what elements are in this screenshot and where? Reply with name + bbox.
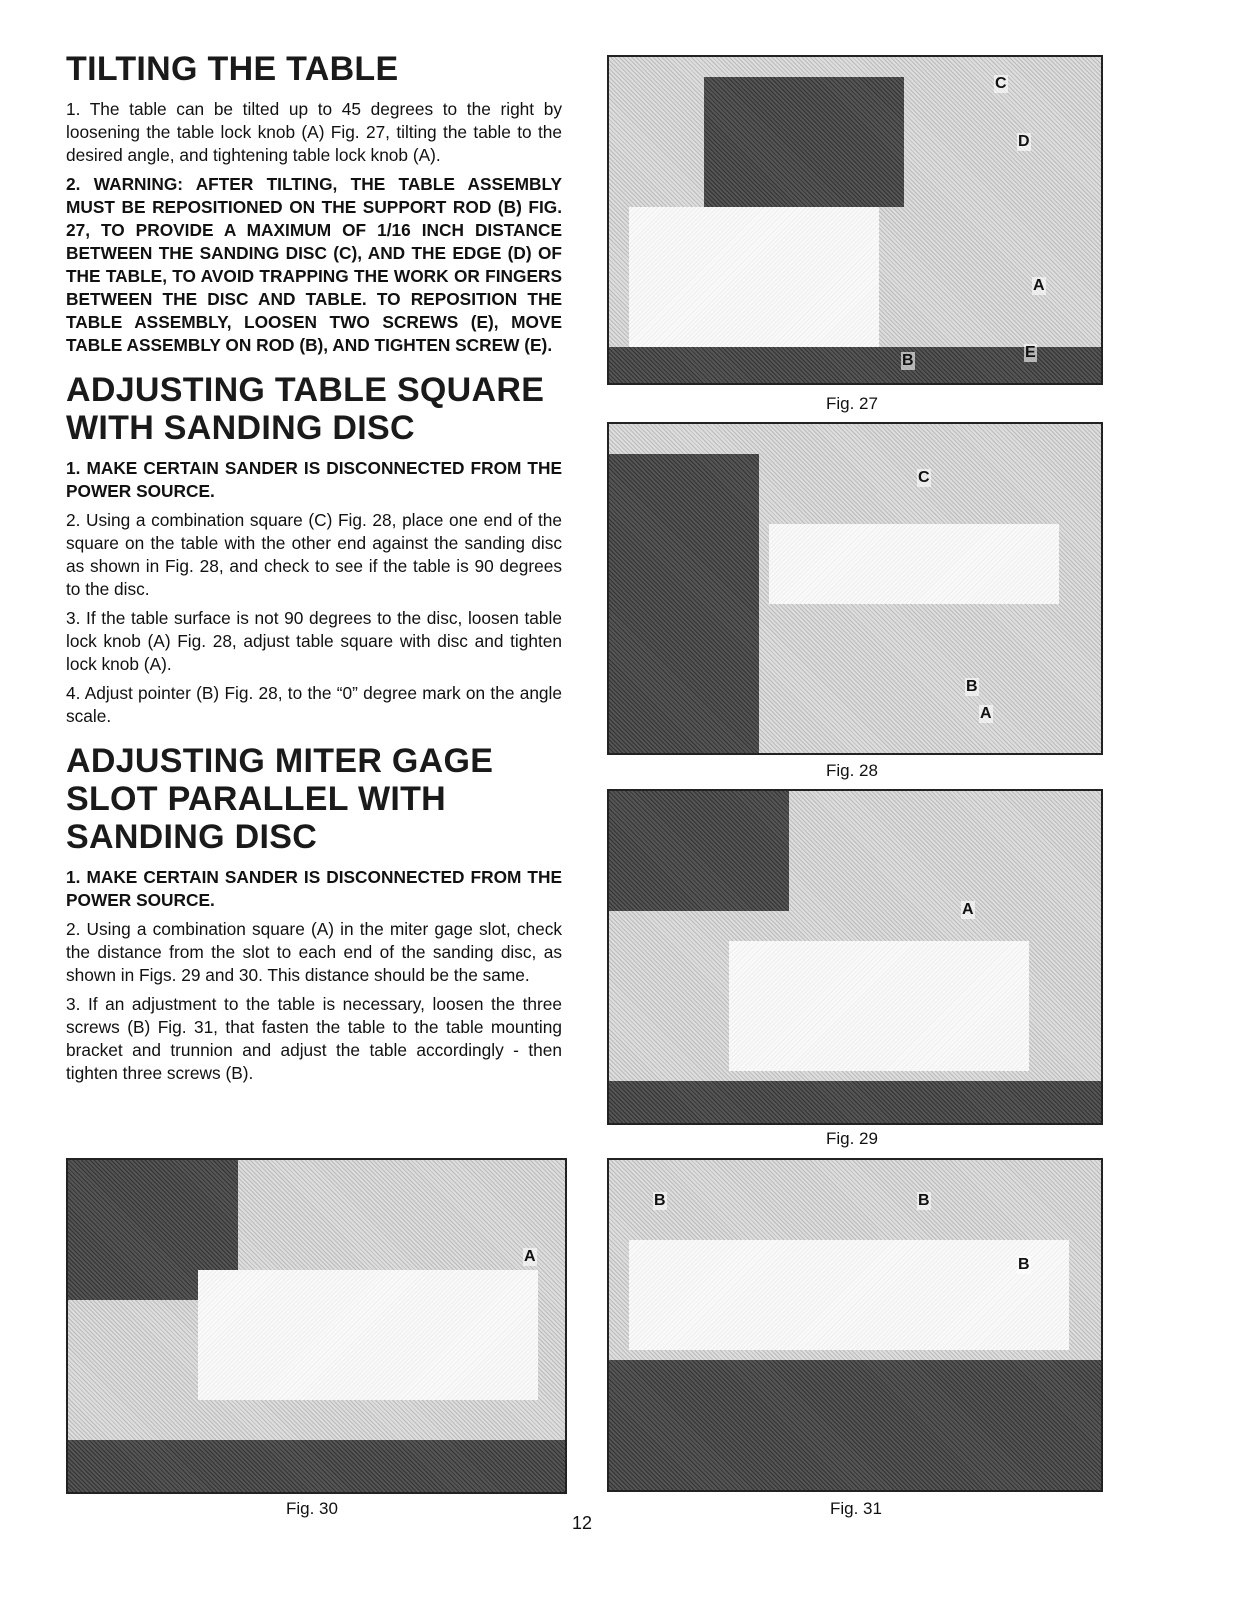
callout-label: B: [654, 1192, 666, 1209]
figure-29-caption: Fig. 29: [826, 1129, 878, 1148]
paragraph: 1. MAKE CERTAIN SANDER IS DISCONNECTED FROM THE POWER SOURCE.: [66, 867, 562, 910]
paragraph: 1. The table can be tilted up to 45 degrees to the right by loosening the table lock knob (A) Fig. 27, tilting the table to the desired angle, and tightening table lock knob (A).: [66, 99, 562, 165]
callout-label: A: [1033, 277, 1045, 294]
paragraph: 3. If an adjustment to the table is necessary, loosen the three screws (B) Fig. 31, that fasten the table to the table mounting bracket and trunnion and adjust the table accordingly - then tighten three screws (B).: [66, 994, 562, 1083]
figure-30-caption: Fig. 30: [286, 1499, 338, 1518]
callout-label: E: [1025, 344, 1036, 361]
figure-31-photo: [607, 1158, 1103, 1492]
paragraph: 4. Adjust pointer (B) Fig. 28, to the “0” degree mark on the angle scale.: [66, 683, 562, 726]
callout-label: C: [995, 75, 1007, 92]
callout-label: D: [1018, 133, 1030, 150]
callout-label: B: [966, 678, 978, 695]
figure-27-photo: [607, 55, 1103, 385]
callout-label: B: [902, 352, 914, 369]
figure-29-photo: [607, 789, 1103, 1125]
heading-miter-gage: ADJUSTING MITER GAGE SLOT PARALLEL WITH SANDING DISC: [66, 742, 494, 856]
paragraph: 2. Using a combination square (C) Fig. 28, place one end of the square on the table with the other end against the sanding disc as shown in Fig. 28, and check to see if the table is 90 degrees to the disc.: [66, 510, 562, 599]
warning-paragraph: 2. WARNING: AFTER TILTING, THE TABLE ASSEMBLY MUST BE REPOSITIONED ON THE SUPPORT ROD (B) FIG. 27, TO PROVIDE A MAXIMUM OF 1/16 INCH DISTANCE BETWEEN THE SANDING DISC (C), AND THE EDGE (D) OF THE TABLE, TO AVOID TRAPPING THE WORK OR FINGERS BETWEEN THE DISC AND TABLE. TO REPOSITION THE TABLE ASSEMBLY, LOOSEN TWO SCREWS (E), MOVE TABLE ASSEMBLY ON ROD (B), AND TIGHTEN SCREW (E).: [66, 174, 562, 355]
callout-label: A: [980, 705, 992, 722]
text-column: [66, 50, 562, 1091]
figure-28-photo: [607, 422, 1103, 755]
callout-label: B: [918, 1192, 930, 1209]
figure-27-caption: Fig. 27: [826, 394, 878, 413]
page-number: 12: [572, 1513, 593, 1533]
figure-30-photo: [66, 1158, 567, 1494]
callout-label: A: [962, 901, 974, 918]
callout-label: C: [918, 469, 930, 486]
figure-28-caption: Fig. 28: [826, 761, 878, 780]
heading-tilting-table: TILTING THE TABLE: [66, 50, 399, 88]
callout-label: A: [524, 1248, 536, 1265]
heading-table-square: ADJUSTING TABLE SQUARE WITH SANDING DISC: [66, 371, 545, 447]
figure-31-caption: Fig. 31: [830, 1499, 882, 1518]
paragraph: 1. MAKE CERTAIN SANDER IS DISCONNECTED FROM THE POWER SOURCE.: [66, 458, 562, 501]
paragraph: 3. If the table surface is not 90 degrees to the disc, loosen table lock knob (A) Fig. 28, adjust table square with disc and tighten lock knob (A).: [66, 608, 562, 674]
paragraph: 2. Using a combination square (A) in the miter gage slot, check the distance from the slot to each end of the sanding disc, as shown in Figs. 29 and 30. This distance should be the same.: [66, 919, 562, 985]
callout-label: B: [1018, 1256, 1030, 1273]
